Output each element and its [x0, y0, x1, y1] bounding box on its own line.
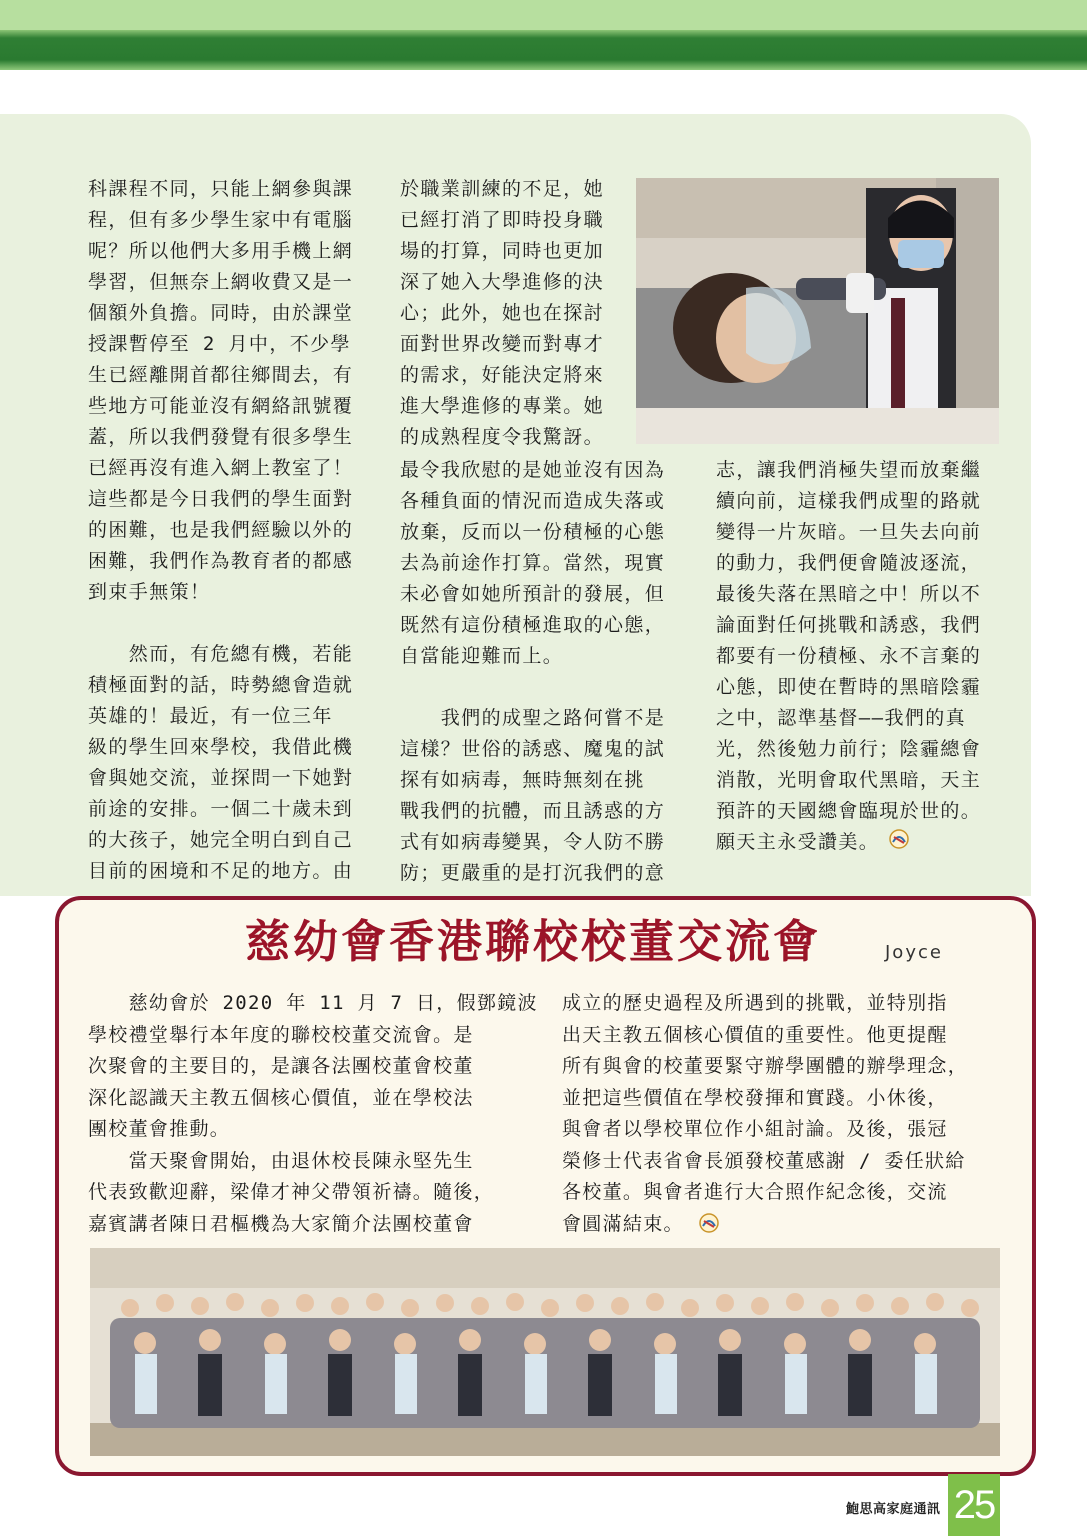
article-column-2-top: 於職業訓練的不足，她 已經打消了即時投身職 場的打算，同時也更加 深了她入大學進修的決 心；此外，她也在探討 面對世界改變而對專才 的需求，好能決定將來 進大學進修的專業。她 的成熟程度令我驚訝。: [400, 178, 605, 448]
article-column-3: 志，讓我們消極失望而放棄繼 續向前，這樣我們成聖的路就 變得一片灰暗。一旦失去向前 的動力，我們便會隨波逐流， 最後失落在黑暗之中！所以不 論面對任何挑戰和誘惑，我們 都要有一份積極、永不言棄的 心態，即使在暫時的黑暗陰霾 之中，認準基督——我們的真 光，然後勉力前行；陰霾總會 消散，光明會取代黑暗，天主 預許的天國總會臨現於世的。 願天主永受讚美。: [716, 459, 982, 853]
page-number: 25: [948, 1474, 1000, 1536]
end-mark-logo-icon: [694, 1212, 720, 1235]
header-banner: [0, 0, 1087, 70]
article-column-1: 科課程不同，只能上網參與課 程，但有多少學生家中有電腦 呢？所以他們大多用手機上網 學習，但無奈上網收費又是一 個額外負擔。同時，由於課堂 授課暫停至 2 月中，不少學 生已經離開首都往鄉間去，有 些地方可能並沒有網絡訊號覆 蓋，所以我們發覺有很多學生 已經再沒有進入網上教室了！ 這些都是今日我們的學生面對 的困難，也是我們經驗以外的 困難，我們作為教育者的都感 到束手無策！ 然而，有危總有機，若能 積極面對的話，時勢總會造就 英雄的！最近，有一位三年 級的學生回來學校，我借此機 會與她交流，並探問一下她對 前途的安排。一個二十歲未到 的大孩子，她完全明白到自己 目前的困境和不足的地方。由: [88, 178, 354, 882]
meeting-column-1: 慈幼會於 2020 年 11 月 7 日，假鄧鏡波 學校禮堂舉行本年度的聯校校董交流會。是 次聚會的主要目的，是讓各法團校董會校董 深化認識天主教五個核心價值，並在學校法 團校董會推動。 當天聚會開始，由退休校長陳永堅先生 代表致歡迎辭，梁偉才神父帶領祈禱。隨後， 嘉賓講者陳日君樞機為大家簡介法團校董會: [88, 992, 538, 1235]
article-column-2-bottom: 最令我欣慰的是她並沒有因為 各種負面的情況而造成失落或 放棄，反而以一份積極的心態 去為前途作打算。當然，現實 未必會如她所預計的發展，但 既然有這份積極進取的心態， 自當能迎難而上。 我們的成聖之路何嘗不是 這樣？世俗的誘惑、魔鬼的試 探有如病毒，無時無刻在挑 戰我們的抗體，而且誘惑的方 式有如病毒變異，令人防不勝 防；更嚴重的是打沉我們的意: [400, 459, 666, 884]
end-mark-logo-icon: [884, 828, 910, 851]
publication-name: 鮑思高家庭通訊: [846, 1502, 941, 1517]
meeting-column-2: 成立的歷史過程及所遇到的挑戰，並特別指 出天主教五個核心價值的重要性。他更提醒 所有與會的校董要緊守辦學團體的辦學理念， 並把這些價值在學校發揮和實踐。小休後， 與會者以學校單位作小組討論。及後，張冠 榮修士代表省會長頒發校董感謝 / 委任狀給 各校董。與會者進行大合照作紀念後，交流 會圓滿結束。: [562, 992, 969, 1235]
temperature-check-photo: [636, 178, 999, 444]
article-title: 慈幼會香港聯校校董交流會: [245, 915, 822, 968]
article-author: Joyce: [885, 942, 943, 963]
group-photo: [90, 1248, 1000, 1456]
